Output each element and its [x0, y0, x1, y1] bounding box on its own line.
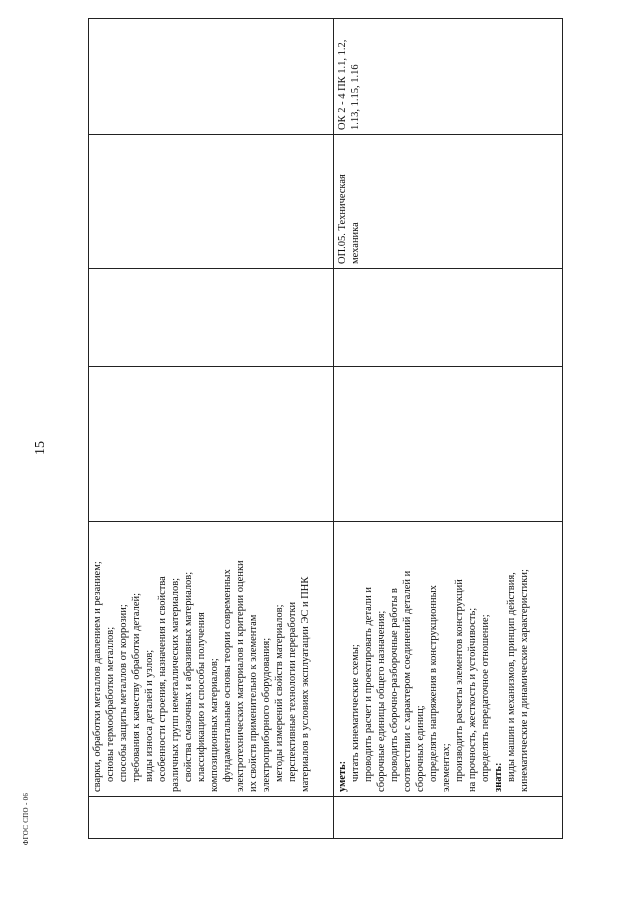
content-line: знать:	[493, 762, 504, 792]
content-line: свойства смазочных и абразивных материалов;	[183, 571, 194, 782]
table-cell-index	[334, 797, 563, 839]
content-line: проводить расчет и проектировать детали и	[363, 586, 374, 782]
page-number: 15	[33, 441, 48, 455]
content-line: виды износа деталей и узлов;	[144, 649, 155, 782]
content-line: способы защиты металлов от коррозии;	[118, 604, 129, 782]
table-row	[334, 19, 563, 839]
content-line: перспективные технологии переработки	[287, 601, 298, 782]
content-line: требования к качеству обработки деталей;	[131, 592, 142, 782]
content-line: сборочных единиц;	[415, 705, 426, 792]
table-cell-hours-req	[334, 269, 563, 367]
footer-label: ФГОС СПО - 06	[22, 792, 30, 846]
table-cell-competences: ОК 2 - 4 ПК 1.1, 1.2, 1.13, 1.15, 1.16	[334, 19, 563, 135]
content-line: кинематические и динамические характеристики;	[519, 569, 530, 792]
content-line: элементах;	[441, 743, 452, 792]
table-cell-content	[334, 522, 563, 797]
table-cell-competences	[89, 19, 334, 135]
content-line: виды машин и механизмов, принцип действия,	[506, 572, 517, 782]
table-cell-hours-req	[89, 269, 334, 367]
content-line: сборочные единицы общего назначения;	[376, 610, 387, 792]
table-cell-index	[89, 797, 334, 839]
content-line: различных групп неметаллических материалов;	[170, 577, 181, 792]
table-cell-hours	[89, 367, 334, 522]
content-line: сварки, обработки металлов давлением и резанием;	[92, 561, 103, 792]
content-line: соответствии с характером соединений деталей и	[402, 570, 413, 792]
table-cell-content	[89, 522, 334, 797]
table-cell-hours	[334, 367, 563, 522]
content-line: особенности строения, назначения и свойства	[157, 576, 168, 782]
content-line: производить расчеты элементов конструкций	[454, 579, 465, 782]
content-line: композиционных материалов;	[209, 658, 220, 792]
content-line: материалов в условиях эксплуатации ЭС и ПНК	[300, 576, 311, 792]
content-line: фундаментальные основы теории современных	[222, 569, 233, 782]
table-cell-discipline	[89, 135, 334, 269]
content-line: основы термообработки металлов;	[105, 626, 116, 782]
content-line: уметь:	[337, 760, 348, 792]
content-line: классификацию и способы получения	[196, 612, 207, 782]
content-line: на прочность, жесткость и устойчивость;	[467, 607, 478, 792]
curriculum-table	[88, 18, 563, 839]
content-line: электроприборного оборудования;	[261, 637, 272, 792]
content-line: электротехнических материалов и критерии оценки	[235, 560, 246, 792]
content-line: определять напряжения в конструкционных	[428, 585, 439, 782]
content-line: определять передаточное отношение;	[480, 614, 491, 782]
content-line: их свойств применительно к элементам	[248, 614, 259, 792]
content-line: методы измерений свойств материалов;	[274, 604, 285, 782]
table-cell-discipline: ОП.05. Техническая механика	[334, 135, 563, 269]
content-line: читать кинематические схемы;	[350, 644, 361, 782]
table-row	[89, 19, 334, 839]
content-line: проводить сборочно-разборочные работы в	[389, 588, 400, 782]
